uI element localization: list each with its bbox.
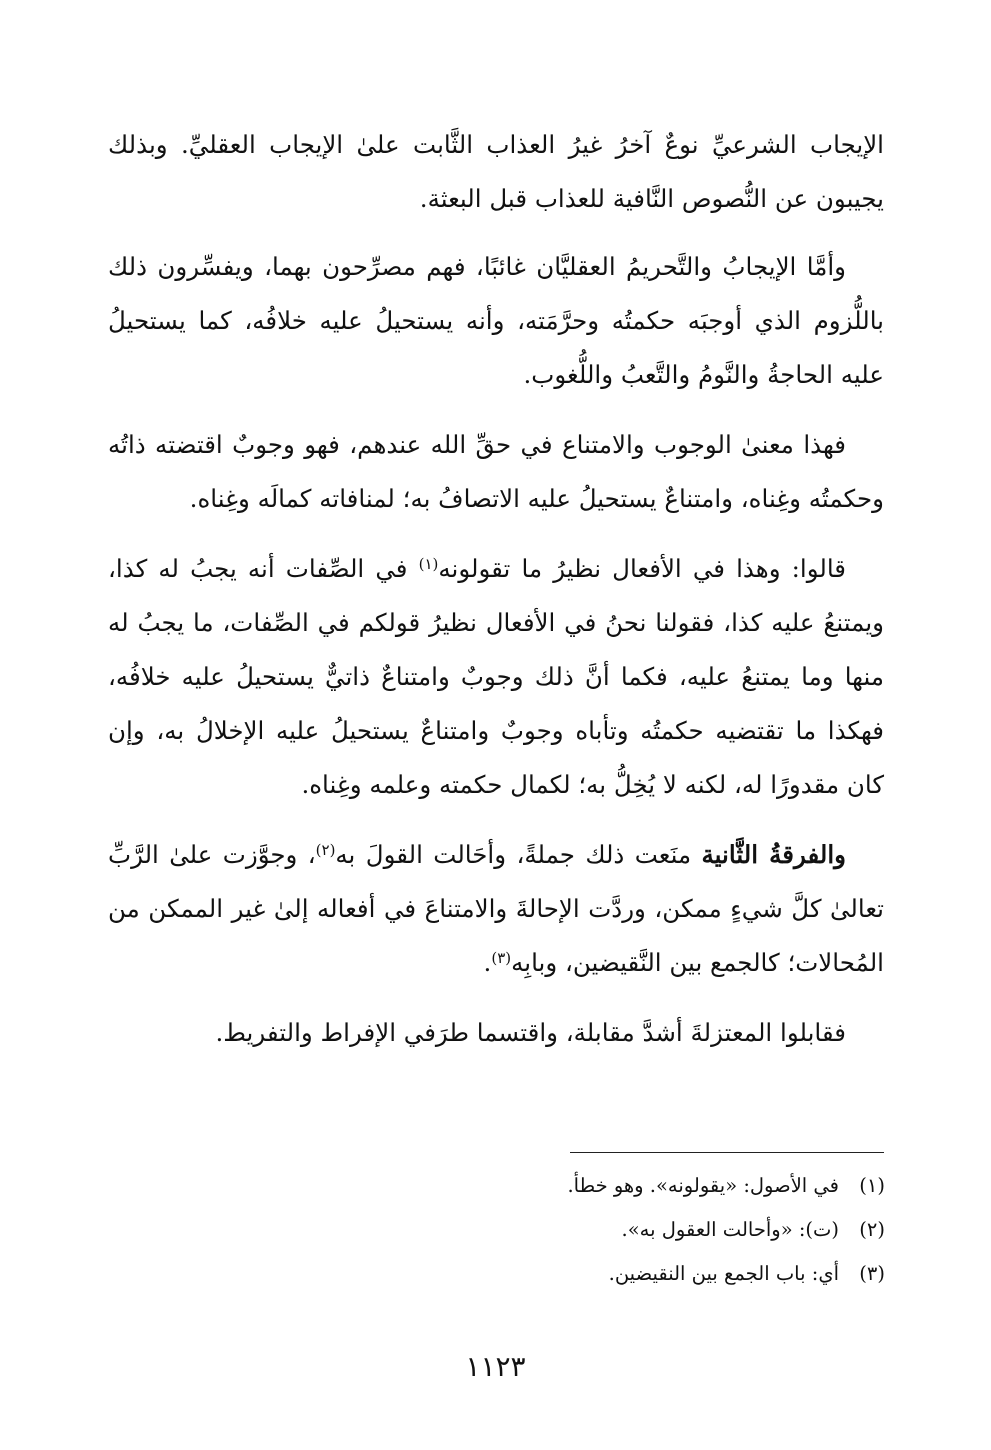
paragraph-1 <box>108 118 884 226</box>
footnote-ref-2: (٢) <box>315 841 336 859</box>
footnote-3-text: أي: باب الجمع بين النقيضين. <box>608 1262 839 1285</box>
footnote-3-number: (٣) <box>859 1262 885 1285</box>
footnote-ref-3: (٣) <box>491 949 512 967</box>
paragraph-5-text-after: . <box>483 948 492 977</box>
paragraph-3 <box>108 418 884 526</box>
footnote-1-number: (١) <box>859 1174 885 1197</box>
footnote-ref-1: (١) <box>418 555 439 573</box>
paragraph-4-text-before: قالوا: وهذا في الأفعال نظيرُ ما تقولونه <box>438 554 847 583</box>
paragraph-5-text-middle: ، وجوَّزت علىٰ الرَّبِّ تعالىٰ كلَّ شيءٍ ممكن، وردَّت الإحالةَ والامتناعَ في أفعاله إلىٰ غير الممكن من المُحالات؛ كالجمع بين النَّقيضين، وبابِه <box>108 840 884 977</box>
paragraph-4-text-after: في الصِّفات أنه يجبُ له كذا، ويمتنعُ عليه كذا، فقولنا نحنُ في الأفعال نظيرُ قولكم في الصِّفات، ما يجبُ له منها وما يمتنعُ عليه، فكما أنَّ ذلك وجوبٌ وامتناعٌ ذاتيٌّ يستحيلُ عليه خلافُه، فهكذا ما تقتضيه حكمتُه وتأباه وجوبٌ وامتناعٌ يستحيلُ عليه الإخلالُ به، وإن كان مقدورًا له، لكنه لا يُخِلُّ به؛ لكمال حكمته وعلمه وغِناه. <box>108 554 884 799</box>
paragraph-1-text: الإيجاب الشرعيِّ نوعٌ آخرُ غيرُ العذاب الثَّابت علىٰ الإيجاب العقليِّ. وبذلك يجيبون عن النُّصوص النَّافية للعذاب قبل البعثة. <box>108 130 884 213</box>
footnote-2-text: (ت): «وأحالت العقول به». <box>621 1218 839 1241</box>
paragraph-6 <box>108 1006 884 1060</box>
footnote-2-number: (٢) <box>859 1218 885 1241</box>
paragraph-5 <box>108 828 884 990</box>
paragraph-4 <box>108 542 884 812</box>
footnote-3 <box>285 1252 885 1296</box>
main-text <box>108 118 884 1076</box>
footnote-divider <box>570 1152 884 1153</box>
paragraph-5-text-before: منَعت ذلك جملةً، وأحَالت القولَ به <box>335 840 702 869</box>
paragraph-2-text: وأمَّا الإيجابُ والتَّحريمُ العقليَّان غائبًا، فهم مصرِّحون بهما، ويفسِّرون ذلك باللُّزوم الذي أوجبَه حكمتُه وحرَّمَته، وأنه يستحيلُ عليه خلافُه، كما يستحيلُ عليه الحاجةُ والنَّومُ والتَّعبُ واللُّغوب. <box>108 252 884 389</box>
paragraph-6-text: فقابلوا المعتزلةَ أشدَّ مقابلة، واقتسما طرَفي الإفراط والتفريط. <box>215 1018 846 1047</box>
footnotes <box>285 1164 885 1296</box>
footnote-1 <box>285 1164 885 1208</box>
footnote-2 <box>285 1208 885 1252</box>
paragraph-3-text: فهذا معنىٰ الوجوب والامتناع في حقِّ الله عندهم، فهو وجوبٌ اقتضته ذاتُه وحكمتُه وغِناه، وامتناعٌ يستحيلُ عليه الاتصافُ به؛ لمنافاته كمالَه وغِناه. <box>108 430 884 513</box>
page-number: ١١٢٣ <box>465 1350 526 1383</box>
footnote-1-text: في الأصول: «يقولونه». وهو خطأ. <box>567 1174 839 1197</box>
paragraph-5-lead: والفرقةُ الثَّانية <box>701 840 847 869</box>
paragraph-2 <box>108 240 884 402</box>
